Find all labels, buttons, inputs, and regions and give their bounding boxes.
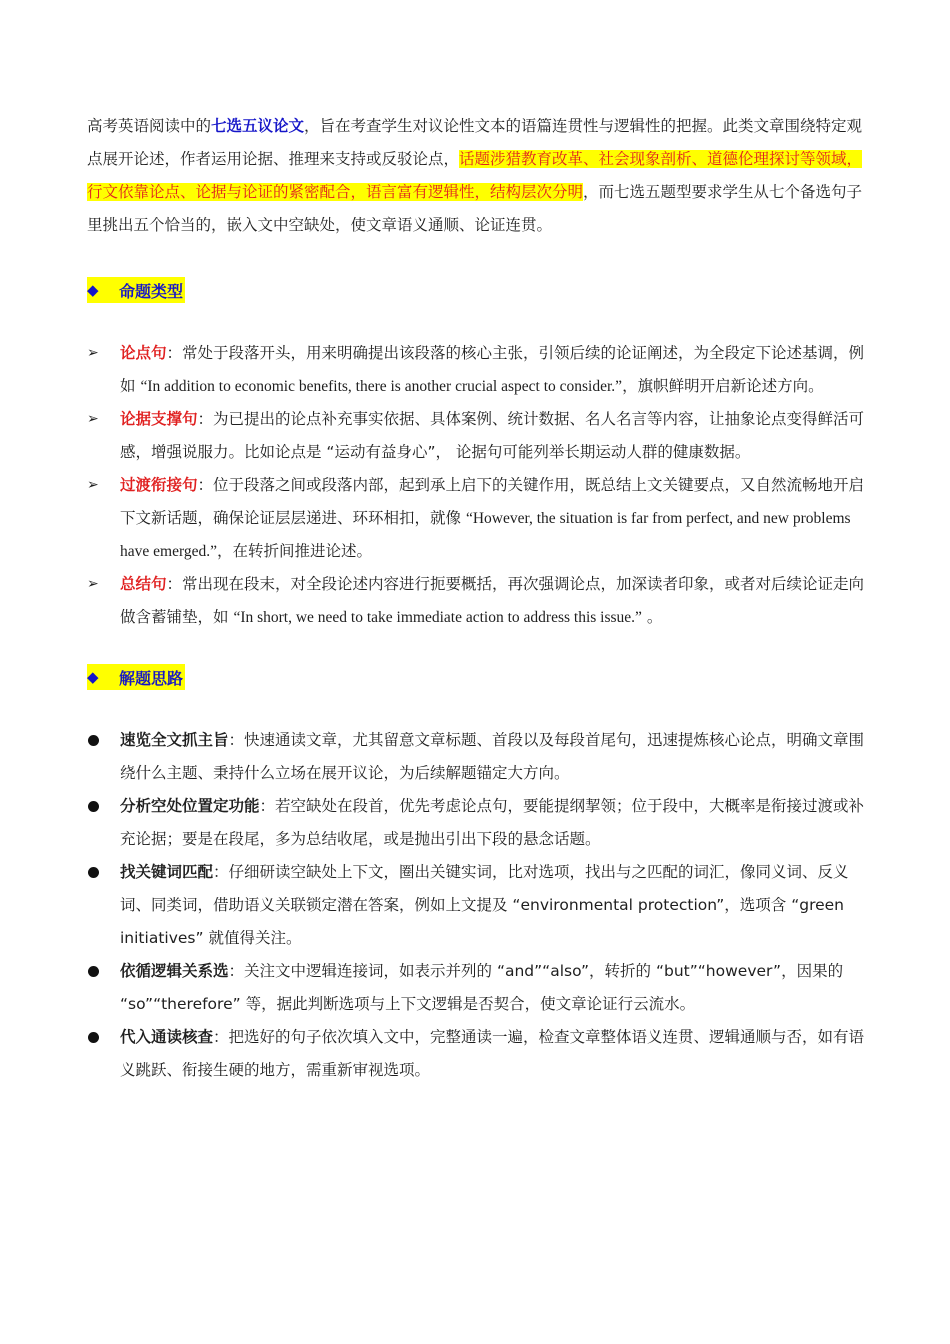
dot-bullet-icon <box>88 966 99 977</box>
item-english-example: “However, the situation is far from perfect, and new problems have emerged.” <box>120 510 851 560</box>
list-item <box>87 856 877 955</box>
item-english-example: “In addition to economic benefits, there is another crucial aspect to consider.” <box>140 378 623 395</box>
dot-bullet-icon <box>88 1032 99 1043</box>
dot-bullet-icon <box>88 867 99 878</box>
item-text: ：常出现在段末，对全段论述内容进行扼要概括，再次强调论点，加深读者印象，或者对后续论证走向做含蓄铺垫，如 <box>120 575 865 626</box>
list-item <box>87 403 877 469</box>
intro-text-3: ，而七选五题型要求学生从七个备选句子里挑出五个恰当的，嵌入文中空缺处，使文章语义通顺、论证连贯。 <box>87 183 863 234</box>
dot-bullet-icon <box>88 801 99 812</box>
item-term: 依循逻辑关系选 <box>120 962 229 980</box>
diamond-icon: ◆ <box>87 668 99 686</box>
item-term: 代入通读核查 <box>120 1028 214 1046</box>
item-text: ：若空缺处在段首，优先考虑论点句，要能提纲挈领；位于段中，大概率是衔接过渡或补充论据；要是在段尾，多为总结收尾，或是抛出引出下段的悬念话题。 <box>120 797 865 848</box>
item-text: ：把选好的句子依次填入文中，完整通读一遍，检查文章整体语义连贯、逻辑通顺与否，如有语义跳跃、衔接生硬的地方，需重新审视选项。 <box>120 1028 865 1079</box>
section-title: 命题类型 <box>119 281 184 301</box>
item-term: 过渡衔接句 <box>120 476 198 494</box>
item-text: ：为已提出的论点补充事实依据、具体案例、统计数据、名人名言等内容，让抽象论点变得鲜活可感，增强说服力。比如论点是 “运动有益身心”， 论据句可能列举长期运动人群的健康数据。 <box>120 410 865 461</box>
intro-paragraph <box>87 110 877 242</box>
item-text: ：关注文中逻辑连接词，如表示并列的 “and”“also”，转折的 “but”“however”，因果的 “so”“therefore” 等，据此判断选项与上下文逻辑是否契合，使文章论证行云流水。 <box>120 962 844 1013</box>
intro-text-1: 高考英语阅读中的 <box>87 117 212 135</box>
section-heading-question-types <box>87 277 185 303</box>
document-page <box>87 110 877 1087</box>
item-text: ：快速通读文章，尤其留意文章标题、首段以及每段首尾句，迅速提炼核心论点，明确文章围绕什么主题、秉持什么立场在展开议论，为后续解题锚定大方向。 <box>120 731 865 782</box>
item-text-tail: ，在转折间推进论述。 <box>216 542 372 560</box>
item-term: 总结句 <box>120 575 167 593</box>
item-text-tail: 。 <box>641 608 663 626</box>
item-term: 论据支撑句 <box>120 410 198 428</box>
item-term: 分析空处位置定功能 <box>120 797 260 815</box>
list-item <box>87 1021 877 1087</box>
list-item <box>87 790 877 856</box>
intro-keyword: 七选五议论文 <box>211 117 305 135</box>
item-english-example: “In short, we need to take immediate action to address this issue.” <box>233 609 642 626</box>
item-text-tail: ，旗帜鲜明开启新论述方向。 <box>622 377 824 395</box>
arrow-bullet-icon: ➢ <box>87 576 99 592</box>
arrow-bullet-icon: ➢ <box>87 477 99 493</box>
question-types-list <box>87 337 877 634</box>
intro-text-2: ，旨在考查学生对议论性文本的语篇连贯性与逻辑性的把握。此类文章围绕特定观点展开论述，作者运用论据、推理来支持或反驳论点， <box>87 117 863 168</box>
solving-approach-list <box>87 724 877 1087</box>
item-term: 论点句 <box>120 344 167 362</box>
section-heading-solving-approach <box>87 664 185 690</box>
list-item <box>87 337 877 403</box>
item-text: ：常处于段落开头，用来明确提出该段落的核心主张，引领后续的论证阐述，为全段定下论述基调，例如 <box>120 344 865 395</box>
arrow-bullet-icon: ➢ <box>87 345 99 361</box>
item-term: 速览全文抓主旨 <box>120 731 229 749</box>
list-item <box>87 469 877 568</box>
diamond-icon: ◆ <box>87 281 99 299</box>
item-term: 找关键词匹配 <box>120 863 214 881</box>
intro-highlight: 话题涉猎教育改革、社会现象剖析、道德伦理探讨等领域，行文依靠论点、论据与论证的紧密配合，语言富有逻辑性，结构层次分明 <box>87 150 863 201</box>
list-item <box>87 955 877 1021</box>
arrow-bullet-icon: ➢ <box>87 411 99 427</box>
item-text: ：位于段落之间或段落内部，起到承上启下的关键作用，既总结上文关键要点，又自然流畅地开启下文新话题，确保论证层层递进、环环相扣，就像 <box>120 476 865 527</box>
section-title: 解题思路 <box>119 668 184 688</box>
list-item <box>87 568 877 634</box>
list-item <box>87 724 877 790</box>
dot-bullet-icon <box>88 735 99 746</box>
item-text: ：仔细研读空缺处上下文，圈出关键实词，比对选项，找出与之匹配的词汇，像同义词、反义词、同类词，借助语义关联锁定潜在答案，例如上文提及 “environmental protection”，选项含 “green initiatives” 就值得关注。 <box>120 863 849 947</box>
